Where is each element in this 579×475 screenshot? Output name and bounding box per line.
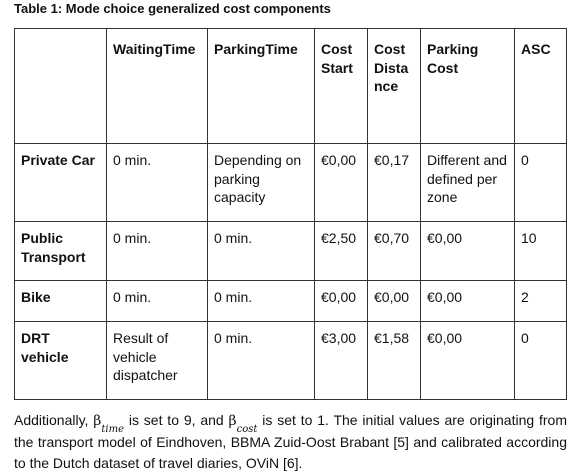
cost-start-cell: €0,00 xyxy=(315,144,368,222)
table-row xyxy=(15,144,567,222)
parking-cost-cell: €0,00 xyxy=(421,322,515,400)
asc-cell: 10 xyxy=(515,222,567,281)
parking-time-cell: Depending on parking capacity xyxy=(208,144,315,222)
header-cell-waiting-time: WaitingTime xyxy=(107,29,208,144)
waiting-time-cell: Result of vehicle dispatcher xyxy=(107,322,208,400)
mode-choice-table xyxy=(14,28,567,400)
asc-cell: 2 xyxy=(515,281,567,322)
header-cell-empty xyxy=(15,29,107,144)
beta-symbol: β xyxy=(228,413,237,429)
cost-distance-cell: €1,58 xyxy=(368,322,421,400)
parking-time-cell: 0 min. xyxy=(208,222,315,281)
beta-symbol: β xyxy=(93,413,102,429)
cost-distance-cell: €0,00 xyxy=(368,281,421,322)
beta-cost-subscript: cost xyxy=(236,424,258,435)
row-head-cell: Public Transport xyxy=(15,222,107,281)
table-row xyxy=(15,322,567,400)
cost-distance-cell: €0,17 xyxy=(368,144,421,222)
table-row xyxy=(15,222,567,281)
parking-cost-cell: Different and defined per zone xyxy=(421,144,515,222)
parking-time-cell: 0 min. xyxy=(208,322,315,400)
paragraph-mid: is set to 9, and xyxy=(124,412,229,428)
header-cell-parking-cost: Parking Cost xyxy=(421,29,515,144)
asc-cell: 0 xyxy=(515,144,567,222)
header-cell-asc: ASC xyxy=(515,29,567,144)
header-row xyxy=(15,29,567,144)
cost-start-cell: €0,00 xyxy=(315,281,368,322)
cost-start-cell: €3,00 xyxy=(315,322,368,400)
row-head-cell: Bike xyxy=(15,281,107,322)
asc-cell: 0 xyxy=(515,322,567,400)
table-row xyxy=(15,281,567,322)
header-cell-cost-start: CostStart xyxy=(315,29,368,144)
beta-time-subscript: time xyxy=(101,424,125,435)
waiting-time-cell: 0 min. xyxy=(107,144,208,222)
paragraph-rest: is set to 1. The initial values are originating from the transport model of Eindhoven, BBMA Zuid-Oost Brabant [5] and calibrated according to the Dutch dataset of travel diaries, OViN [6]. xyxy=(14,412,567,471)
row-head-cell: Private Car xyxy=(15,144,107,222)
header-cell-parking-time: ParkingTime xyxy=(208,29,315,144)
parking-time-cell: 0 min. xyxy=(208,281,315,322)
row-head-cell: DRT vehicle xyxy=(15,322,107,400)
parking-cost-cell: €0,00 xyxy=(421,281,515,322)
waiting-time-cell: 0 min. xyxy=(107,222,208,281)
table-caption: Table 1: Mode choice generalized cost components xyxy=(14,1,331,16)
waiting-time-cell: 0 min. xyxy=(107,281,208,322)
header-cell-cost-distance: CostDistance xyxy=(368,29,421,144)
parking-cost-cell: €0,00 xyxy=(421,222,515,281)
cost-start-cell: €2,50 xyxy=(315,222,368,281)
cost-distance-cell: €0,70 xyxy=(368,222,421,281)
paragraph-intro: Additionally, xyxy=(14,412,94,428)
body-paragraph xyxy=(14,410,567,474)
